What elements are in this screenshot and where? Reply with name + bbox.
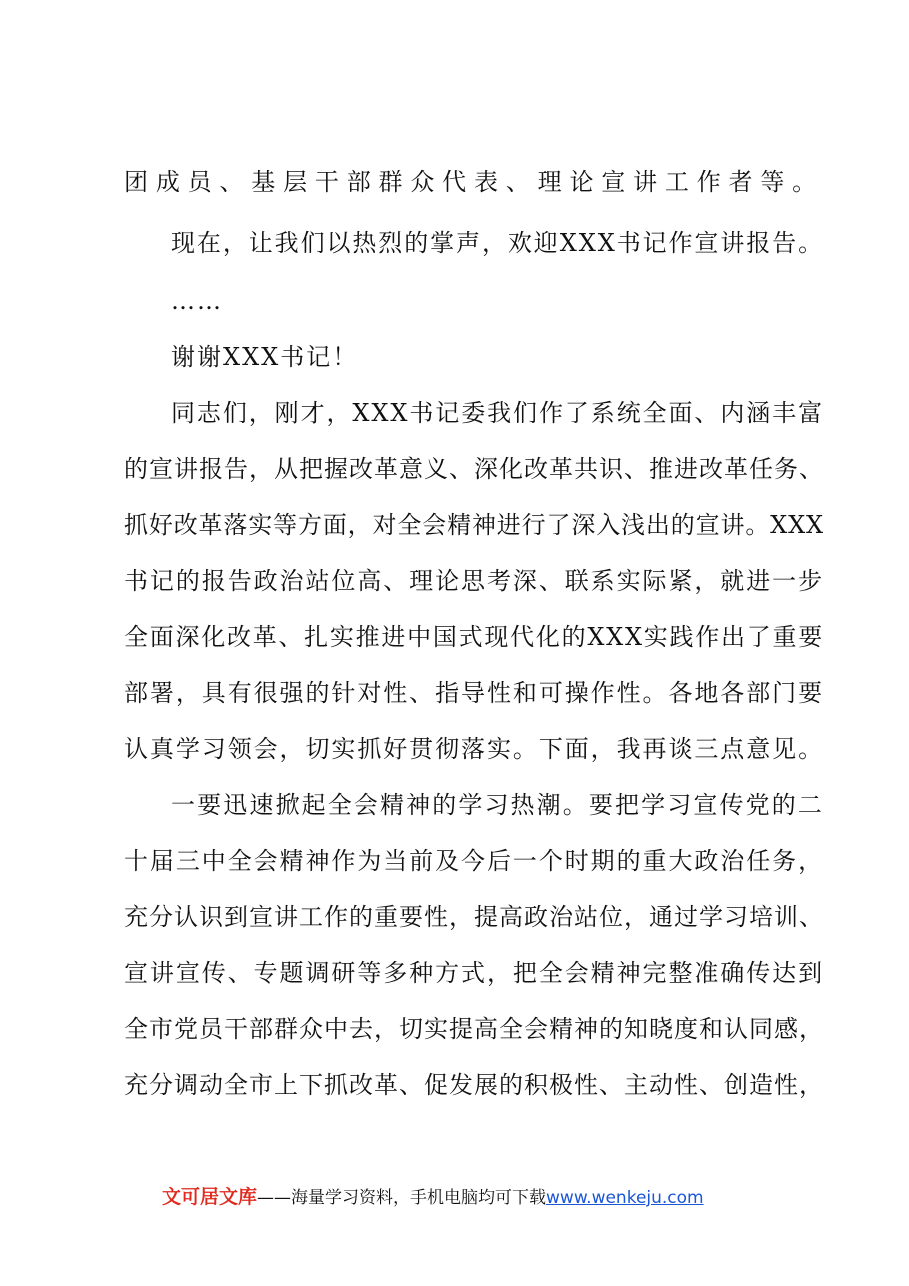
ellipsis-line: …… <box>171 287 223 315</box>
paragraph-line: 团成员、基层干部群众代表、理论宣讲工作者等。 <box>124 168 824 196</box>
paragraph-line: 宣讲宣传、专题调研等多种方式，把全会精神完整准确传达到 <box>124 959 824 987</box>
footer-site-link[interactable]: www.wenkeju.com <box>546 1188 704 1208</box>
paragraph-line: 一要迅速掀起全会精神的学习热潮。要把学习宣传党的二 <box>171 791 824 819</box>
paragraph-line: 现在，让我们以热烈的掌声，欢迎XXX书记作宣讲报告。 <box>171 229 824 257</box>
footer-brand: 文可居文库 <box>162 1186 258 1208</box>
paragraph-line: 认真学习领会，切实抓好贯彻落实。下面，我再谈三点意见。 <box>124 735 824 763</box>
paragraph-line: 十届三中全会精神作为当前及今后一个时期的重大政治任务， <box>124 847 824 875</box>
paragraph-line: 全面深化改革、扎实推进中国式现代化的XXX实践作出了重要 <box>124 623 824 651</box>
paragraph-line: 全市党员干部群众中去，切实提高全会精神的知晓度和认同感， <box>124 1015 824 1043</box>
paragraph-line: 的宣讲报告，从把握改革意义、深化改革共识、推进改革任务、 <box>124 455 824 483</box>
paragraph-line: 充分调动全市上下抓改革、促发展的积极性、主动性、创造性， <box>124 1071 824 1099</box>
paragraph-line: 部署，具有很强的针对性、指导性和可操作性。各地各部门要 <box>124 679 824 707</box>
paragraph-line: 同志们，刚才，XXX书记委我们作了系统全面、内涵丰富 <box>171 399 824 427</box>
page-footer <box>162 1183 802 1211</box>
paragraph-line: 谢谢XXX书记！ <box>171 343 359 371</box>
paragraph-line: 充分认识到宣讲工作的重要性，提高政治站位，通过学习培训、 <box>124 903 824 931</box>
footer-tagline: ——海量学习资料，手机电脑均可下载 <box>257 1188 547 1208</box>
paragraph-line: 书记的报告政治站位高、理论思考深、联系实际紧，就进一步 <box>124 567 824 595</box>
paragraph-line: 抓好改革落实等方面，对全会精神进行了深入浅出的宣讲。XXX <box>124 511 824 539</box>
